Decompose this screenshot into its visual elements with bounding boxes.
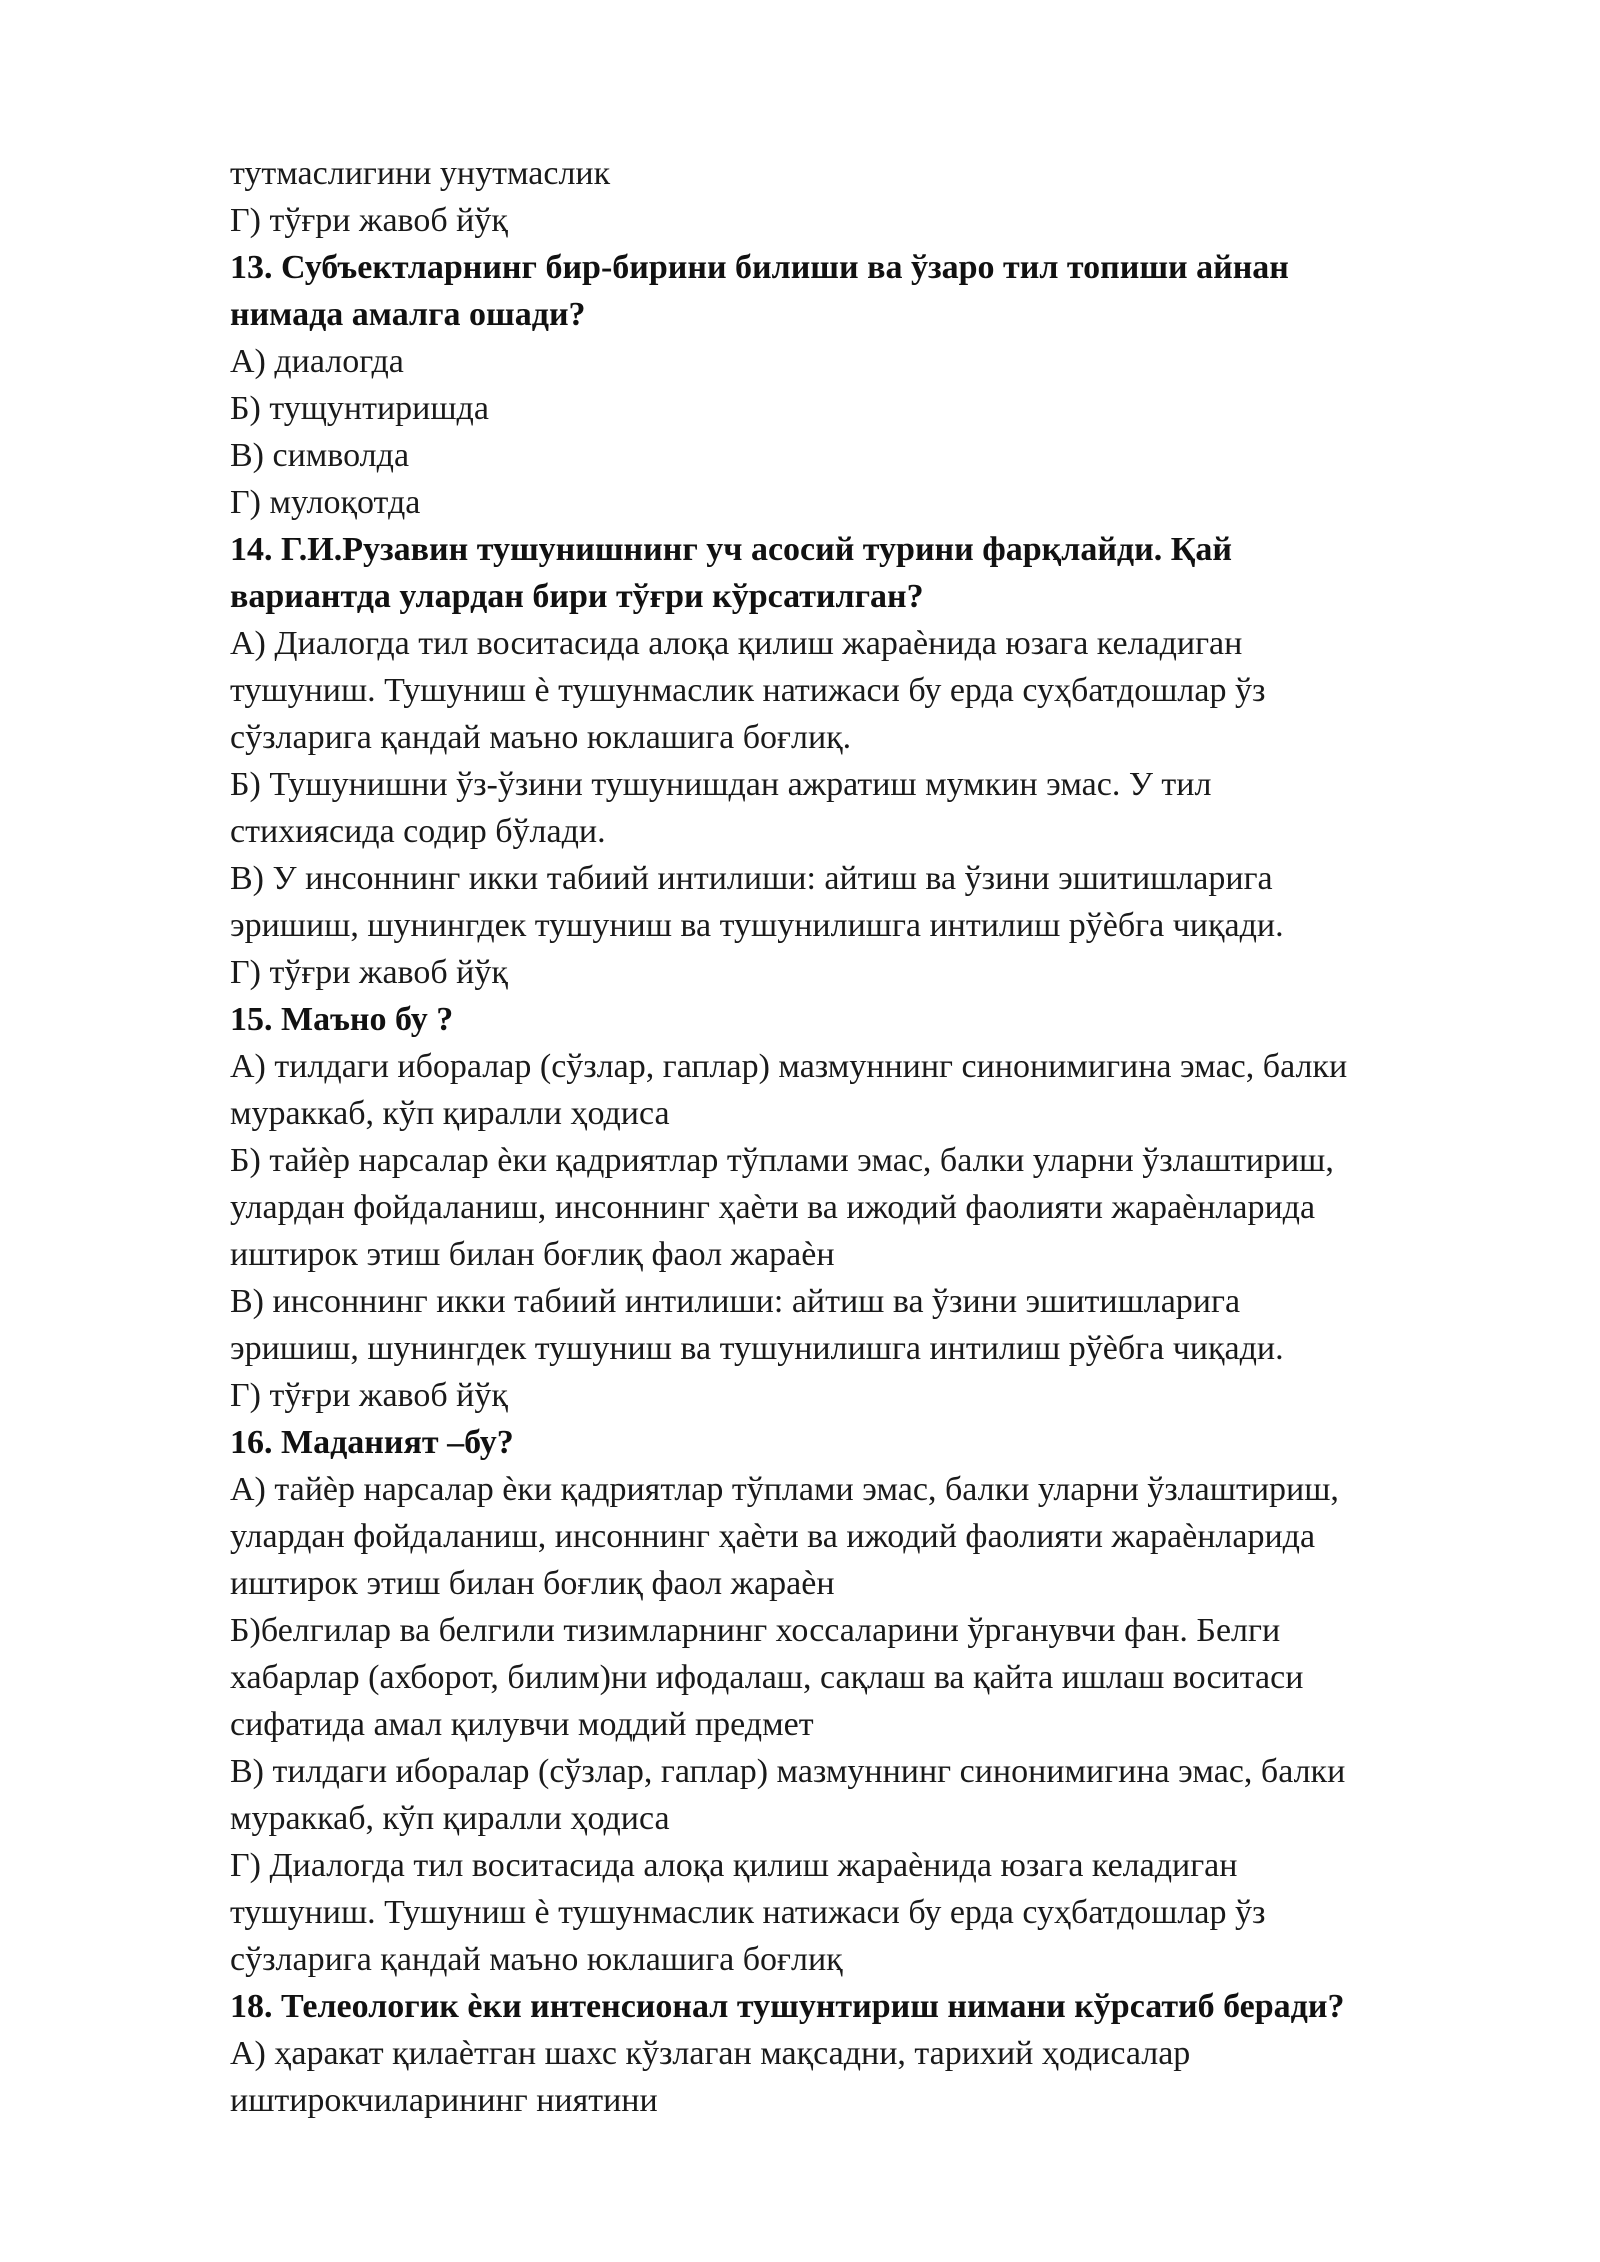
answer-text-line: тушуниш. Тушуниш ѐ тушунмаслик натижаси бу ерда суҳбатдошлар ўз [230, 1894, 1266, 1931]
answer-text-line: Г) мулоқотда [230, 484, 421, 521]
answer-text-line: тушуниш. Тушуниш ѐ тушунмаслик натижаси бу ерда суҳбатдошлар ўз [230, 672, 1266, 709]
answer-text-line: Б) тущунтиришда [230, 390, 489, 427]
question-text-line: нимада амалга ошади? [230, 296, 586, 333]
document-page [230, 150, 1480, 2124]
answer-text-line: иштирок этиш билан боғлиқ фаол жараѐн [230, 1565, 835, 1602]
question-text-line: вариантда улардан бири тўғри кўрсатилган? [230, 578, 924, 615]
answer-text-line: А) тилдаги иборалар (сўзлар, гаплар) мазмуннинг синонимигина эмас, балки [230, 1048, 1348, 1085]
answer-text-line: хабарлар (ахборот, билим)ни ифодалаш, сақлаш ва қайта ишлаш воситаси [230, 1659, 1304, 1696]
answer-text-line: тутмаслигини унутмаслик [230, 155, 611, 192]
answer-text-line: А) Диалогда тил воситасида алоқа қилиш жараѐнида юзага келадиган [230, 625, 1243, 662]
answer-text-line: иштирок этиш билан боғлиқ фаол жараѐн [230, 1236, 835, 1273]
question-text-line: 18. Телеологик ѐки интенсионал тушунтириш нимани кўрсатиб беради? [230, 1988, 1345, 2025]
question-text-line: 13. Субъектларнинг бир-бирини билиши ва ўзаро тил топиши айнан [230, 249, 1289, 286]
answer-text-line: улардан фойдаланиш, инсоннинг ҳаѐти ва ижодий фаолияти жараѐнларида [230, 1518, 1316, 1555]
answer-text-line: сўзларига қандай маъно юклашига боғлиқ. [230, 719, 852, 756]
answer-text-line: Г) тўғри жавоб йўқ [230, 954, 508, 991]
answer-text-line: В) инсоннинг икки табиий интилиши: айтиш ва ўзини эшитишларига [230, 1283, 1241, 1320]
answer-text-line: эришиш, шунингдек тушуниш ва тушунилишга интилиш рўѐбга чиқади. [230, 1330, 1284, 1367]
answer-text-line: мураккаб, кўп қиралли ҳодиса [230, 1095, 670, 1132]
answer-text-line: Г) тўғри жавоб йўқ [230, 1377, 508, 1414]
answer-text-line: А) ҳаракат қилаѐтган шахс кўзлаган мақсадни, тарихий ҳодисалар [230, 2035, 1191, 2072]
answer-text-line: В) символда [230, 437, 410, 474]
answer-text-line: улардан фойдаланиш, инсоннинг ҳаѐти ва ижодий фаолияти жараѐнларида [230, 1189, 1316, 1226]
answer-text-line: В) тилдаги иборалар (сўзлар, гаплар) мазмуннинг синонимигина эмас, балки [230, 1753, 1346, 1790]
answer-text-line: В) У инсоннинг икки табиий интилиши: айтиш ва ўзини эшитишларига [230, 860, 1273, 897]
answer-text-line: сифатида амал қилувчи моддий предмет [230, 1706, 814, 1743]
question-text-line: 16. Маданият –бу? [230, 1424, 514, 1461]
answer-text-line: Б)белгилар ва белгили тизимларнинг хоссаларини ўрганувчи фан. Белги [230, 1612, 1281, 1649]
answer-text-line: А) тайѐр нарсалар ѐки қадриятлар тўплами эмас, балки уларни ўзлаштириш, [230, 1471, 1339, 1508]
answer-text-line: сўзларига қандай маъно юклашига боғлиқ [230, 1941, 843, 1978]
answer-text-line: Б) Тушунишни ўз-ўзини тушунишдан ажратиш мумкин эмас. У тил [230, 766, 1212, 803]
answer-text-line: стихиясида содир бўлади. [230, 813, 606, 850]
answer-text-line: Б) тайѐр нарсалар ѐки қадриятлар тўплами эмас, балки уларни ўзлаштириш, [230, 1142, 1334, 1179]
question-text-line: 15. Маъно бу ? [230, 1001, 454, 1038]
answer-text-line: Г) Диалогда тил воситасида алоқа қилиш жараѐнида юзага келадиган [230, 1847, 1238, 1884]
question-text-line: 14. Г.И.Рузавин тушунишнинг уч асосий турини фарқлайди. Қай [230, 531, 1232, 568]
answer-text-line: А) диалогда [230, 343, 404, 380]
answer-text-line: эришиш, шунингдек тушуниш ва тушунилишга интилиш рўѐбга чиқади. [230, 907, 1284, 944]
answer-text-line: мураккаб, кўп қиралли ҳодиса [230, 1800, 670, 1837]
answer-text-line: иштирокчиларининг ниятини [230, 2082, 658, 2119]
answer-text-line: Г) тўғри жавоб йўқ [230, 202, 508, 239]
